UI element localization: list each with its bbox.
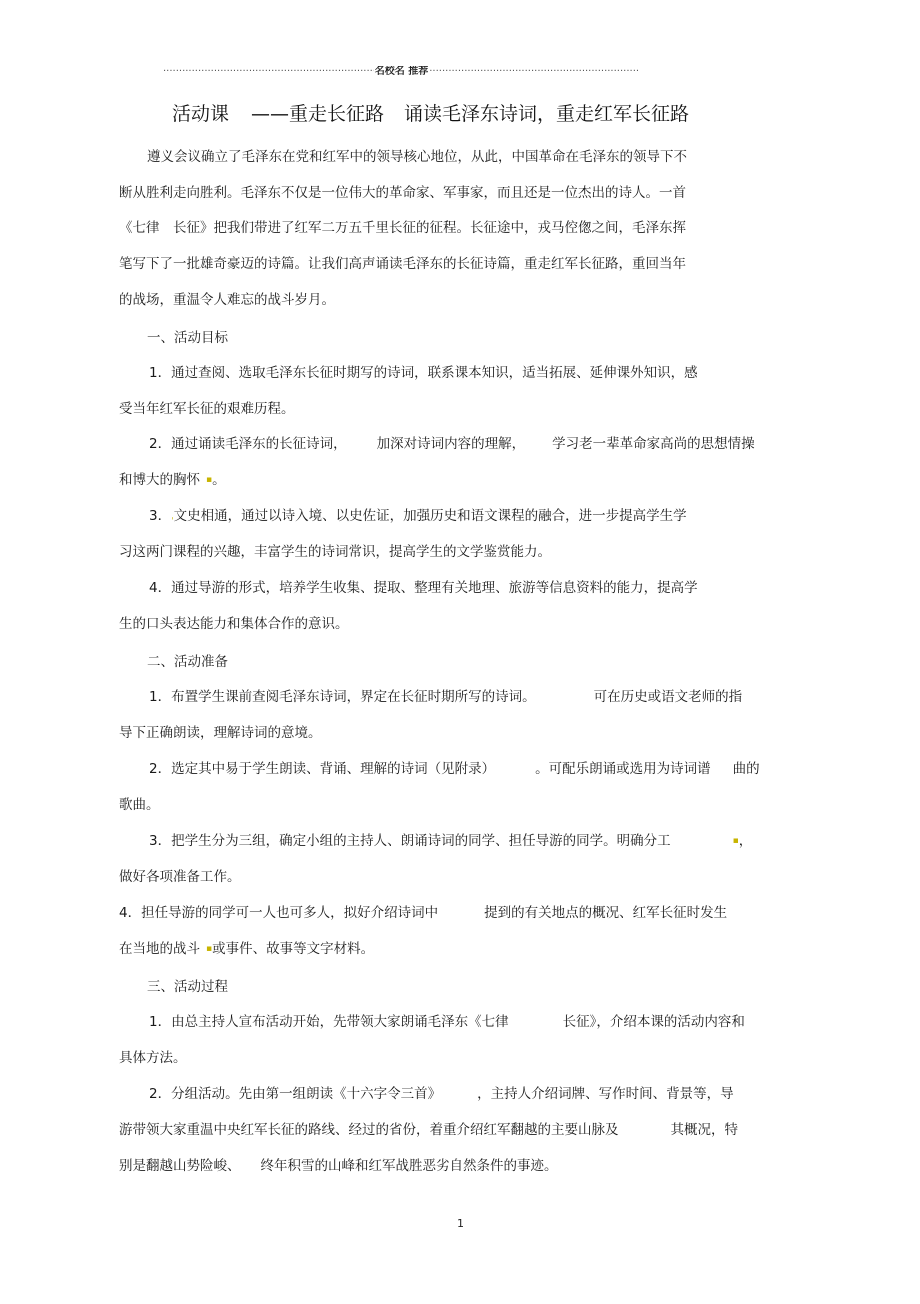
s2-i2-part3: 曲的 <box>732 761 760 777</box>
section2-item4-line1 <box>119 903 727 923</box>
section1-item1-line1: 1．通过查阅、选取毛泽东长征时期写的诗词，联系课本知识，适当拓展、延伸课外知识，感 <box>149 365 698 381</box>
s1-i2-part1: 2．通过诵读毛泽东的长征诗词， <box>149 436 347 452</box>
section1-item4-line1: 4．通过导游的形式，培养学生收集、提取、整理有关地理、旅游等信息资料的能力，提高学 <box>149 580 698 596</box>
section1-item4-line2: 生的口头表达能力和集体合作的意识。 <box>119 616 349 632</box>
s3-i2-part2: ，主持人介绍词牌、写作时间、背景等，导 <box>477 1086 734 1102</box>
section3-item2-line1 <box>149 1084 734 1104</box>
scan-mark: ˌ <box>171 511 174 521</box>
page-number: 1 <box>457 1217 464 1230</box>
section1-item3-line2: 习这两门课程的兴趣，丰富学生的诗词常识，提高学生的文学鉴赏能力。 <box>119 544 551 560</box>
s3-i2b-part2: 其概况，特 <box>670 1122 738 1138</box>
section2-item2-line2: 歌曲。 <box>119 797 160 813</box>
s1-i3-text: 文史相通，通过以诗入境、以史佐证，加强历史和语文课程的融合，进一步提高学生学 <box>173 508 687 524</box>
section2-item1-line1 <box>149 687 742 707</box>
s2-i2-part1: 2．选定其中易于学生朗读、背诵、理解的诗词（见附录） <box>149 761 496 777</box>
intro-line-1: 遵义会议确立了毛泽东在党和红军中的领导核心地位，从此，中国革命在毛泽东的领导下不 <box>147 149 687 165</box>
scan-mark: ▪ <box>206 475 213 485</box>
s3-i1-part2: 长征》，介绍本课的活动内容和 <box>562 1014 745 1030</box>
s3-i2-part1: 2．分组活动。先由第一组朗读《十六字令三首》 <box>149 1086 442 1102</box>
intro-line-2: 断从胜利走向胜利。毛泽东不仅是一位伟大的革命家、军事家，而且还是一位杰出的诗人。一首 <box>119 185 686 201</box>
s2-i3-part2: ， <box>738 833 753 849</box>
s2-i1-part2: 可在历史或语文老师的指 <box>593 689 743 705</box>
section3-item1-line1 <box>149 1012 745 1032</box>
section3-item2-line3 <box>119 1156 558 1176</box>
section2-heading: 二、活动准备 <box>147 654 228 670</box>
intro-line-4: 笔写下了一批雄奇豪迈的诗篇。让我们高声诵读毛泽东的长征诗篇，重走红军长征路，重回当年 <box>119 256 686 272</box>
document-title <box>172 101 772 127</box>
s1-i2b-end: 。 <box>212 472 226 488</box>
s3-i2c-part2: 终年积雪的山峰和红军战胜恶劣自然条件的事迹。 <box>260 1158 558 1174</box>
header-dots-right <box>429 66 640 78</box>
s1-i2-part2: 加深对诗词内容的理解， <box>376 436 526 452</box>
s2-i4-part1: 4．担任导游的同学可一人也可多人，拟好介绍诗词中 <box>119 905 439 921</box>
header-text: 名校名 推荐 <box>374 66 429 77</box>
section1-item2-line1 <box>149 434 755 454</box>
s2-i4b-part2: 或事件、故事等文字材料。 <box>212 941 375 957</box>
s2-i3-part1: 3．把学生分为三组，确定小组的主持人、朗诵诗词的同学、担任导游的同学。明确分工 <box>149 833 671 849</box>
s3-i1-part1: 1．由总主持人宣布活动开始，先带领大家朗诵毛泽东《七律 <box>149 1014 509 1030</box>
scan-mark: ▪ <box>732 836 739 846</box>
section1-item2-line2 <box>119 470 226 490</box>
section1-item1-line2: 受当年红军长征的艰难历程。 <box>119 401 295 417</box>
s2-i1-part1: 1．布置学生课前查阅毛泽东诗词，界定在长征时期所写的诗词。 <box>149 689 536 705</box>
title-part1: 活动课 <box>172 103 230 125</box>
section3-item1-line2: 具体方法。 <box>119 1050 187 1066</box>
title-part2: ——重走长征路 <box>251 103 385 125</box>
section2-item3-line2: 做好各项准备工作。 <box>119 869 241 885</box>
s1-i2-part3: 学习老一辈革命家高尚的思想情操 <box>552 436 755 452</box>
s2-i4-part2: 提到的有关地点的概况、红军长征时发生 <box>484 905 728 921</box>
section2-item3-line1 <box>149 831 752 851</box>
intro-line-3: 《七律 长征》把我们带进了红军二万五千里长征的征程。长征途中，戎马倥偬之间，毛泽东挥 <box>119 220 686 236</box>
s3-i2b-part1: 游带领大家重温中央红军长征的路线、经过的省份，着重介绍红军翻越的主要山脉及 <box>119 1122 619 1138</box>
s2-i2-part2: 。可配乐朗诵或选用为诗词谱 <box>535 761 711 777</box>
intro-line-5: 的战场，重温令人难忘的战斗岁月。 <box>119 292 335 308</box>
section2-item2-line1 <box>149 759 760 779</box>
header-dots-left <box>163 66 374 78</box>
scan-mark: ▪ <box>206 944 213 954</box>
section3-item2-line2 <box>119 1120 738 1140</box>
s3-i2c-part1: 别是翻越山势险峻、 <box>119 1158 241 1174</box>
section2-item1-line2: 导下正确朗读，理解诗词的意境。 <box>119 725 322 741</box>
section1-heading: 一、活动目标 <box>147 330 228 346</box>
section2-item4-line2 <box>119 939 374 959</box>
s2-i4b-part1: 在当地的战斗 <box>119 941 200 957</box>
s1-i3-num: 3． <box>149 508 172 524</box>
section1-item3-line1 <box>149 506 687 526</box>
s1-i2b-text: 和博大的胸怀 <box>119 472 200 488</box>
section3-heading: 三、活动过程 <box>147 979 228 995</box>
page-header <box>163 66 640 78</box>
title-part3: 诵读毛泽东诗词，重走红军长征路 <box>404 103 690 125</box>
